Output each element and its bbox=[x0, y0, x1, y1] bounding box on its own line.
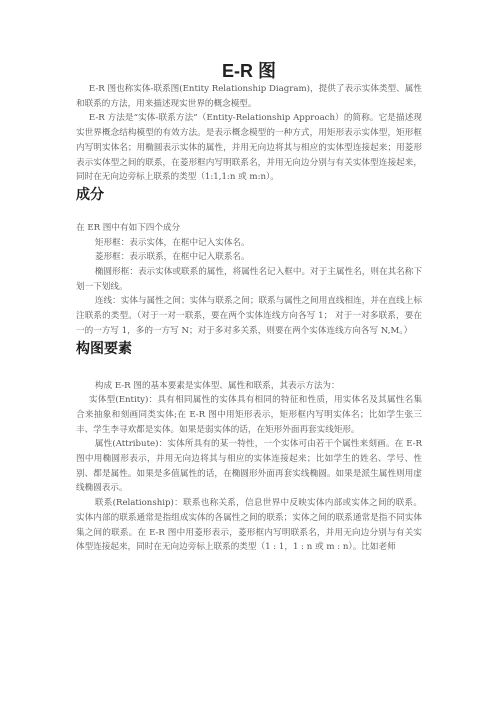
section-paragraph: 联系(Relationship)：联系也称关系，信息世界中反映实体内部或实体之间的联系。实体内部的联系通常是指组成实体的各属性之间的联系；实体之间的联系通常是指不同实体集之间的联系。在 E-R 图中用菱形表示，菱形框内写明联系名，并用无向边分别与有关实体型连接起来，同时在无向边旁标上联系的类型（1 : 1，1 : n 或 m : n）。比如老师 bbox=[76, 498, 422, 553]
section-paragraph: 属性(Attribute)：实体所具有的某一特性，一个实体可由若干个属性来刻画。在 E-R 图中用椭圆形表示，并用无向边将其与相应的实体连接起来；比如学生的姓名、学号、性别、都是属性。如果是多值属性的话，在椭圆形外面再套实线椭圆。如果是派生属性则用虚线椭圆表示。 bbox=[76, 439, 422, 494]
intro-section bbox=[76, 82, 422, 185]
section-paragraph: 椭圆形框：表示实体或联系的属性，将属性名记入框中。对于主属性名，则在其名称下划一下划线。 bbox=[76, 267, 422, 292]
section-paragraph: 实体型(Entity)：具有相同属性的实体具有相同的特征和性质，用实体名及其属性名集合来抽象和刻画同类实体;在 E-R 图中用矩形表示，矩形框内写明实体名；比如学生张三丰、学生李寻欢都是实体。如果是弱实体的话，在矩形外面再套实线矩形。 bbox=[76, 395, 422, 435]
elements-section-body bbox=[76, 379, 422, 555]
section-paragraph: 连线：实体与属性之间；实体与联系之间；联系与属性之间用直线相连，并在直线上标注联系的类型。（对于一对一联系，要在两个实体连线方向各写 1； 对于一对多联系，要在一的一方写 1，多的一方写 N；对于多对多关系，则要在两个实体连线方向各写 N,M。） bbox=[76, 296, 422, 336]
intro-paragraph: E-R 图也称实体-联系图(Entity Relationship Diagram)，提供了表示实体类型、属性和联系的方法，用来描述现实世界的概念模型。 bbox=[76, 84, 422, 109]
intro-paragraph: E-R 方法是“实体-联系方法”（Entity-Relationship Approach）的简称。它是描述现实世界概念结构模型的有效方法。是表示概念模型的一种方式，用矩形表示实体型，矩形框内写明实体名；用椭圆表示实体的属性，并用无向边将其与相应的实体型连接起来；用菱形表示实体型之间的联系，在菱形框内写明联系名，并用无向边分别与有关实体型连接起来，同时在无向边旁标上联系的类型（1:1,1:n 或 m:n）。 bbox=[76, 113, 422, 183]
document-page bbox=[76, 0, 422, 555]
section-paragraph: 在 ER 图中有如下四个成分 bbox=[76, 222, 181, 233]
section-paragraph: 菱形框：表示联系，在框中记入联系名。 bbox=[94, 252, 250, 263]
section-heading-components: 成分 bbox=[76, 185, 104, 202]
section-heading-elements: 构图要素 bbox=[76, 339, 132, 356]
page-title: E-R 图 bbox=[222, 61, 276, 81]
section-paragraph: 矩形框：表示实体，在框中记入实体名。 bbox=[94, 237, 250, 248]
section-paragraph: 构成 E-R 图的基本要素是实体型、属性和联系，其表示方法为： bbox=[94, 380, 340, 391]
components-section-body bbox=[76, 221, 422, 339]
